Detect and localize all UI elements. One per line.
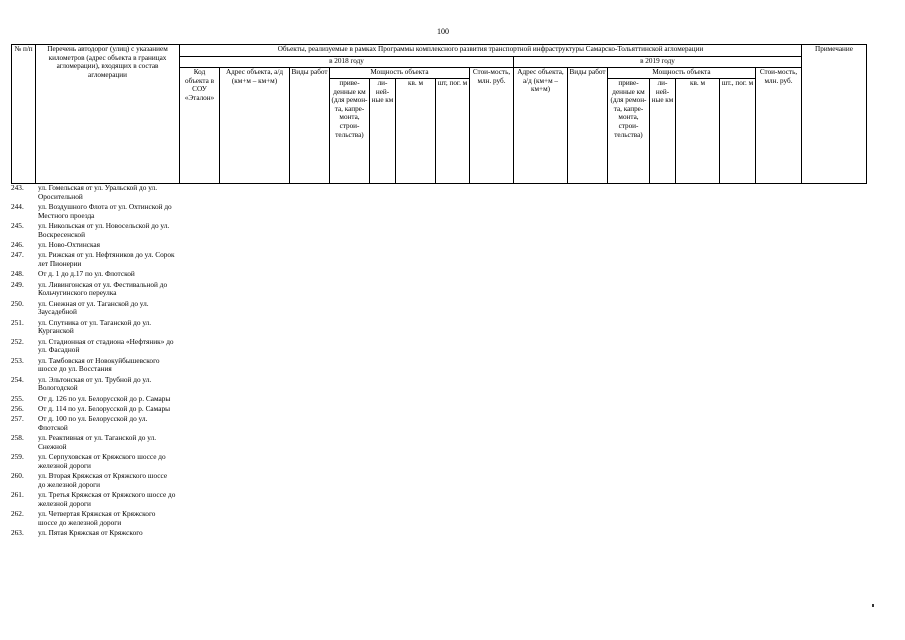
table-row (11, 300, 176, 317)
table-row (11, 251, 176, 268)
row-road-name: ул. Эльтонская от ул. Трубной до ул. Вологодской (38, 374, 152, 393)
row-number: 247. (11, 250, 24, 260)
table-header-wrap (11, 44, 867, 184)
col-note-header: Примечание (802, 45, 867, 184)
row-road-name: ул. Никольская от ул. Новосельской до ул. Воскресенской (38, 221, 170, 239)
row-road-name: От д. 114 по ул. Белорусской до р. Самары (38, 403, 171, 413)
page-number: 100 (437, 27, 449, 36)
row-number: 253. (11, 355, 24, 365)
row-road-name: ул. Воздушного Флота от ул. Охтинской до Местного проезда (38, 202, 172, 220)
row-number: 256. (11, 403, 24, 413)
row-road-name: ул. Ливингонская от ул. Фестивальной до Кольчугинского переулка (38, 279, 168, 298)
row-road-name: ул. Пятая Кряжская от Кряжского (38, 528, 143, 538)
pcs-2018-header: шт, пог. м (436, 79, 470, 184)
row-road-name: ул. Тамбовская от Новокуйбышевского шоссе до ул. Восстания (38, 355, 160, 374)
table-row (11, 491, 176, 508)
col-list-header: Перечень автодорог (улиц) с указанием километров (адрес объекта в границах агломерации), входящих в состав агломерации (36, 45, 180, 184)
row-number: 245. (11, 221, 24, 230)
row-number: 250. (11, 298, 24, 308)
row-number: 251. (11, 317, 24, 327)
row-road-name: ул. Четвертая Кряжская от Кряжского шоссе до железной дороги (38, 509, 156, 527)
row-road-name: От д. 1 до д.17 по ул. Флотской (38, 269, 135, 279)
row-number: 249. (11, 279, 24, 289)
table-row (11, 270, 176, 279)
row-number: 263. (11, 528, 24, 538)
table-row (11, 203, 176, 220)
table-row (11, 357, 176, 374)
row-number: 244. (11, 202, 24, 211)
row-road-name: ул. Третья Кряжская от Кряжского шоссе до железной дороги (38, 490, 176, 508)
row-number: 260. (11, 471, 24, 481)
table-row (11, 472, 176, 489)
row-road-name: ул. Серпуховская от Кряжского шоссе до железной дороги (38, 452, 166, 470)
sq-m-2019-header: кв. м (676, 79, 720, 184)
reduced-km-2018-header: приве-денные км (для ремон-та, капре-монта, строи-тельства) (330, 79, 370, 184)
row-road-name: ул. Снежная от ул. Таганской до ул. Заусадебной (38, 298, 149, 317)
reduced-km-2019-header: приве-денные км (для ремон-та, капре-монта, строи-тельства) (608, 79, 650, 184)
year-2018-header: в 2018 году (180, 57, 514, 68)
pcs-2019-header: шт., пог. м (720, 79, 756, 184)
row-road-name: ул. Спутника от ул. Таганской до ул. Курганской (38, 317, 152, 336)
address-2018-header: Адрес объекта, а/д (км+м – км+м) (220, 68, 290, 184)
table-row (11, 405, 176, 414)
capacity-2019-header: Мощность объекта (608, 68, 756, 79)
row-road-name: От д. 126 по ул. Белорусской до р. Самары (38, 393, 171, 403)
table-row (11, 319, 176, 336)
table-row (11, 281, 176, 298)
row-number: 259. (11, 452, 24, 462)
table-row (11, 222, 176, 239)
year-2019-header: в 2019 году (514, 57, 802, 68)
row-number: 258. (11, 433, 24, 443)
table-row (11, 453, 176, 470)
table-row (11, 395, 176, 404)
table-row (11, 241, 176, 250)
table-row (11, 510, 176, 527)
cost-2019-header: Стои-мость, млн. руб. (756, 68, 802, 184)
row-road-name: От д. 100 по ул. Белорусской до ул. Флотской (38, 414, 148, 432)
scan-speck (872, 604, 874, 607)
works-2018-header: Виды работ (290, 68, 330, 184)
row-number: 261. (11, 490, 24, 500)
row-road-name: ул. Ново-Охтинская (38, 240, 101, 249)
linear-km-2019-header: ли-ней-ные км (650, 79, 676, 184)
row-number: 257. (11, 414, 24, 424)
table-row (11, 529, 176, 538)
col-objects-header: Объекты, реализуемые в рамках Программы комплексного развития транспортной инфраструктуры Самарско-Тольяттинской агломерации (180, 45, 802, 57)
table-row (11, 415, 176, 432)
row-number: 254. (11, 374, 24, 384)
table-row (11, 434, 176, 451)
row-road-name: ул. Вторая Кряжская от Кряжского шоссе до железной дороги (38, 471, 168, 489)
row-number: 262. (11, 509, 24, 519)
sq-m-2018-header: кв. м (396, 79, 436, 184)
address-2019-header: Адрес объекта, а/д (км+м – км+м) (514, 68, 568, 184)
table-row (11, 376, 176, 393)
table-header (11, 44, 867, 184)
col-num-header: № п/п (12, 45, 36, 184)
row-number: 246. (11, 240, 24, 249)
road-list (11, 184, 176, 539)
row-number: 243. (11, 183, 24, 192)
row-number: 255. (11, 393, 24, 403)
code-header: Код объекта в СОУ «Эталон» (180, 68, 220, 184)
row-road-name: ул. Реактивная от ул. Таганской до ул. Снежной (38, 433, 157, 451)
cost-2018-header: Стои-мость, млн. руб. (470, 68, 514, 184)
works-2019-header: Виды работ (568, 68, 608, 184)
row-road-name: ул. Гомельская от ул. Уральской до ул. Оросительной (38, 183, 158, 201)
table-row (11, 338, 176, 355)
linear-km-2018-header: ли-ней-ные км (370, 79, 396, 184)
table-row (11, 184, 176, 201)
row-number: 248. (11, 269, 24, 279)
row-road-name: ул. Стадионная от стадиона «Нефтяник» до ул. Фасадной (38, 336, 174, 355)
row-road-name: ул. Рижская от ул. Нефтяников до ул. Сорок лет Пионерии (38, 250, 175, 268)
capacity-2018-header: Мощность объекта (330, 68, 470, 79)
row-number: 252. (11, 336, 24, 346)
